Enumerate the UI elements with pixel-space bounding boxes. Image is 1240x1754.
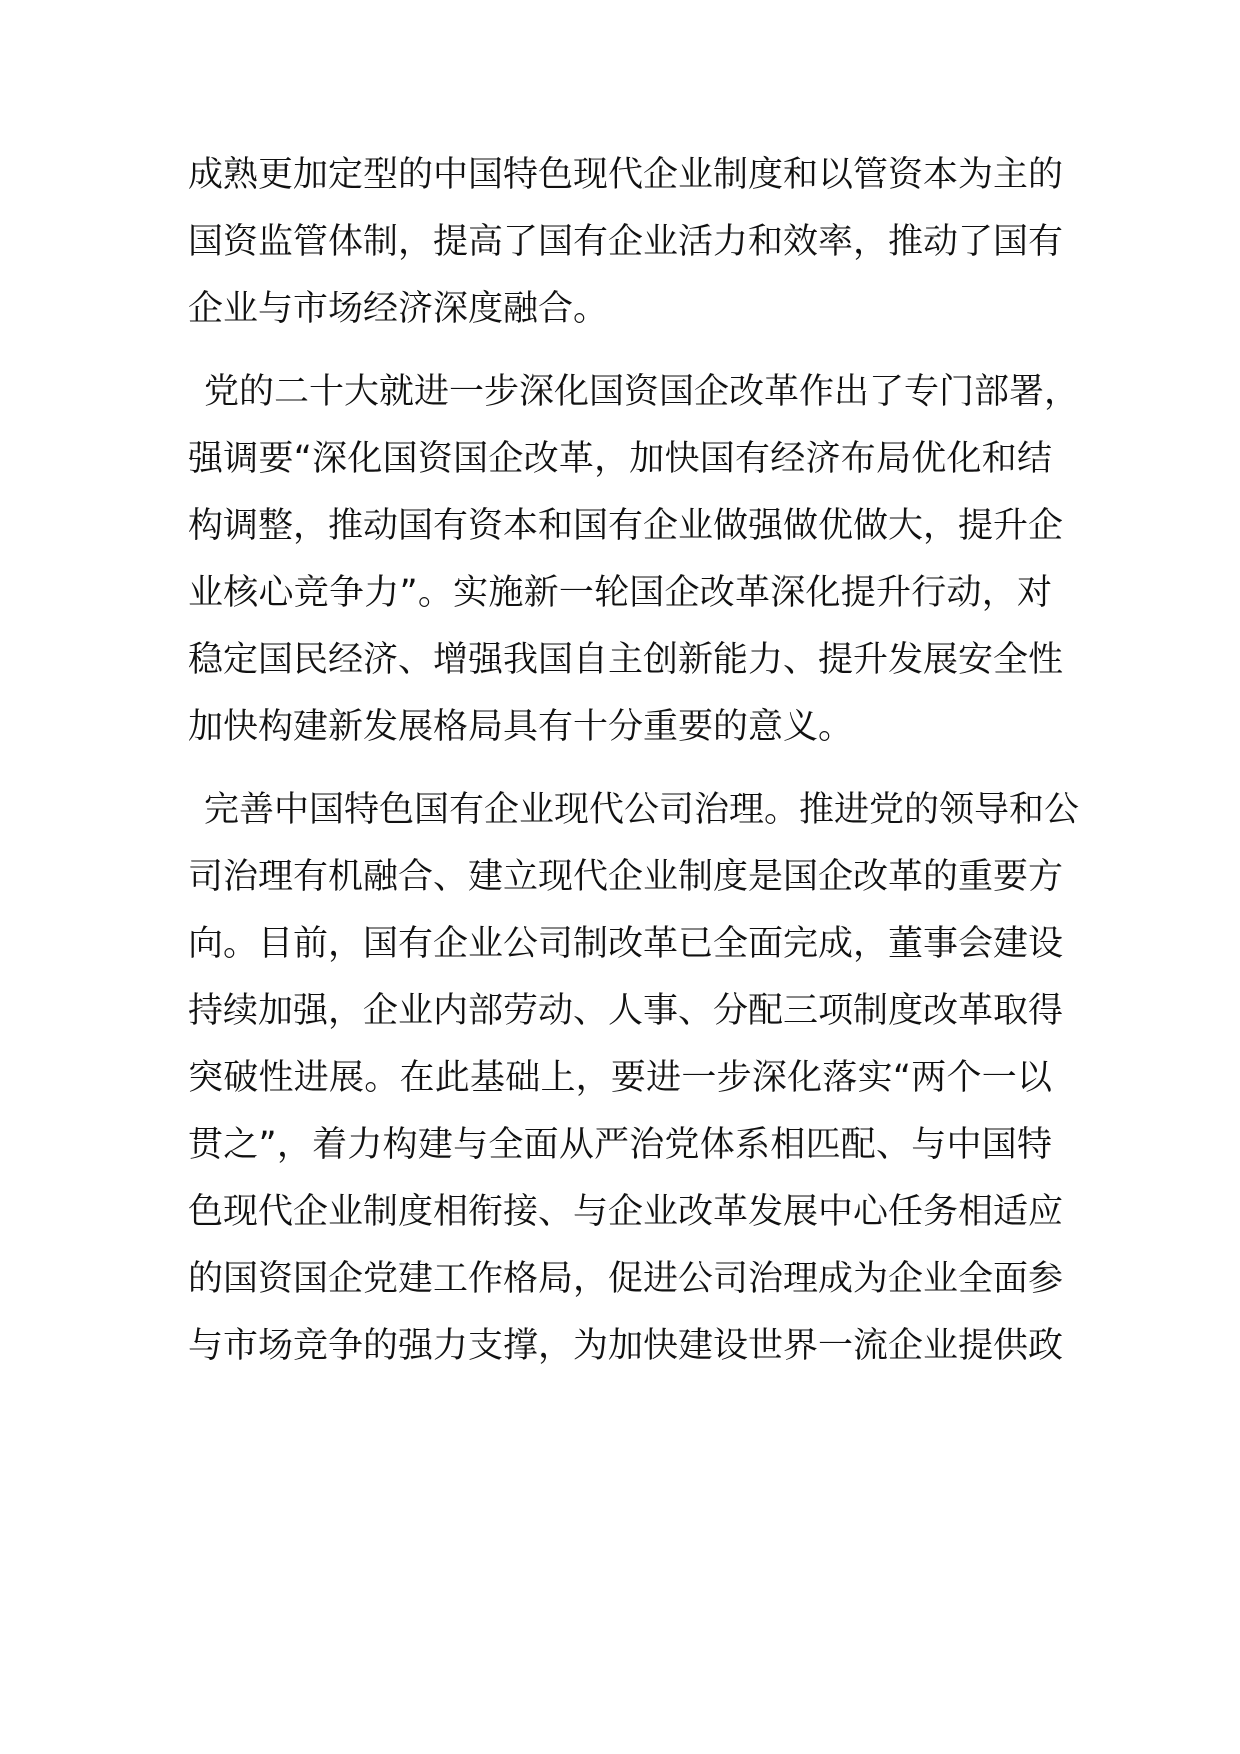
text-line: 与市场竞争的强力支撑，为加快建设世界一流企业提供政 <box>188 1326 1064 1366</box>
text-line: 色现代企业制度相衔接、与企业改革发展中心任务相适应 <box>188 1192 1064 1232</box>
text-line: 业核心竞争力”。实施新一轮国企改革深化提升行动，对 <box>188 573 1052 613</box>
text-line: 国资监管体制，提高了国有企业活力和效率，推动了国有 <box>188 222 1064 262</box>
text-line: 稳定国民经济、增强我国自主创新能力、提升发展安全性 <box>188 640 1064 680</box>
text-line: 强调要“深化国资国企改革，加快国有经济布局优化和结 <box>188 439 1052 479</box>
text-line: 成熟更加定型的中国特色现代企业制度和以管资本为主的 <box>188 155 1064 195</box>
paragraph-first-line: 完善中国特色国有企业现代公司治理。推进党的领导和公 <box>204 790 1080 830</box>
text-line: 的国资国企党建工作格局，促进公司治理成为企业全面参 <box>188 1259 1064 1299</box>
text-line: 企业与市场经济深度融合。 <box>188 289 609 329</box>
text-line: 持续加强，企业内部劳动、人事、分配三项制度改革取得 <box>188 991 1064 1031</box>
text-line: 贯之”，着力构建与全面从严治党体系相匹配、与中国特 <box>188 1125 1052 1165</box>
text-line: 司治理有机融合、建立现代企业制度是国企改革的重要方 <box>188 857 1064 897</box>
text-line: 突破性进展。在此基础上，要进一步深化落实“两个一以 <box>188 1058 1052 1098</box>
text-line: 向。目前，国有企业公司制改革已全面完成，董事会建设 <box>188 924 1064 964</box>
paragraph-first-line: 党的二十大就进一步深化国资国企改革作出了专门部署， <box>204 372 1080 412</box>
text-line: 加快构建新发展格局具有十分重要的意义。 <box>188 707 854 747</box>
text-line: 构调整，推动国有资本和国有企业做强做优做大，提升企 <box>188 506 1064 546</box>
